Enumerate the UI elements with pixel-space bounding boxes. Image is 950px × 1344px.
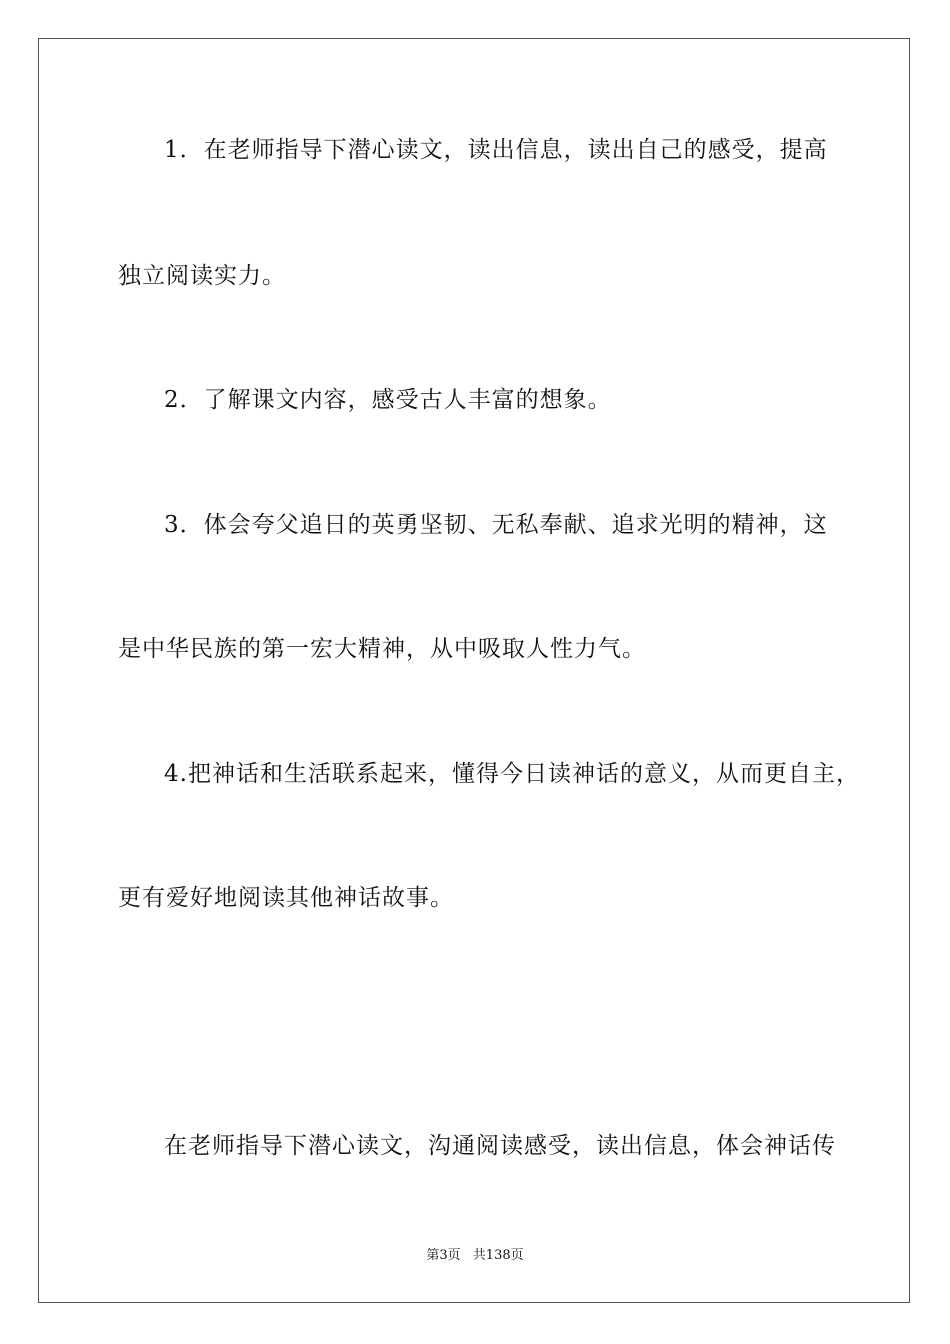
total-pages: 共138页	[472, 1248, 524, 1263]
page-footer	[0, 1248, 950, 1264]
objective-4-line-1: 4.把神话和生活联系起来，懂得今日读神话的意义，从而更自主，	[164, 761, 860, 787]
objective-3-line-2: 是中华民族的第一宏大精神，从中吸取人性力气。	[118, 636, 646, 662]
objective-4-line-2: 更有爱好地阅读其他神话故事。	[118, 885, 454, 911]
paragraph-line: 在老师指导下潜心读文，沟通阅读感受，读出信息，体会神话传	[164, 1133, 836, 1159]
page-border	[38, 38, 910, 1303]
objective-3-line-1: 3．体会夸父追日的英勇坚韧、无私奉献、追求光明的精神，这	[164, 512, 828, 538]
objective-1-line-1: 1．在老师指导下潜心读文，读出信息，读出自己的感受，提高	[164, 137, 828, 163]
objective-1-line-2: 独立阅读实力。	[118, 263, 286, 289]
page-number: 第3页	[426, 1248, 461, 1263]
objective-2-line: 2．了解课文内容，感受古人丰富的想象。	[164, 387, 612, 413]
